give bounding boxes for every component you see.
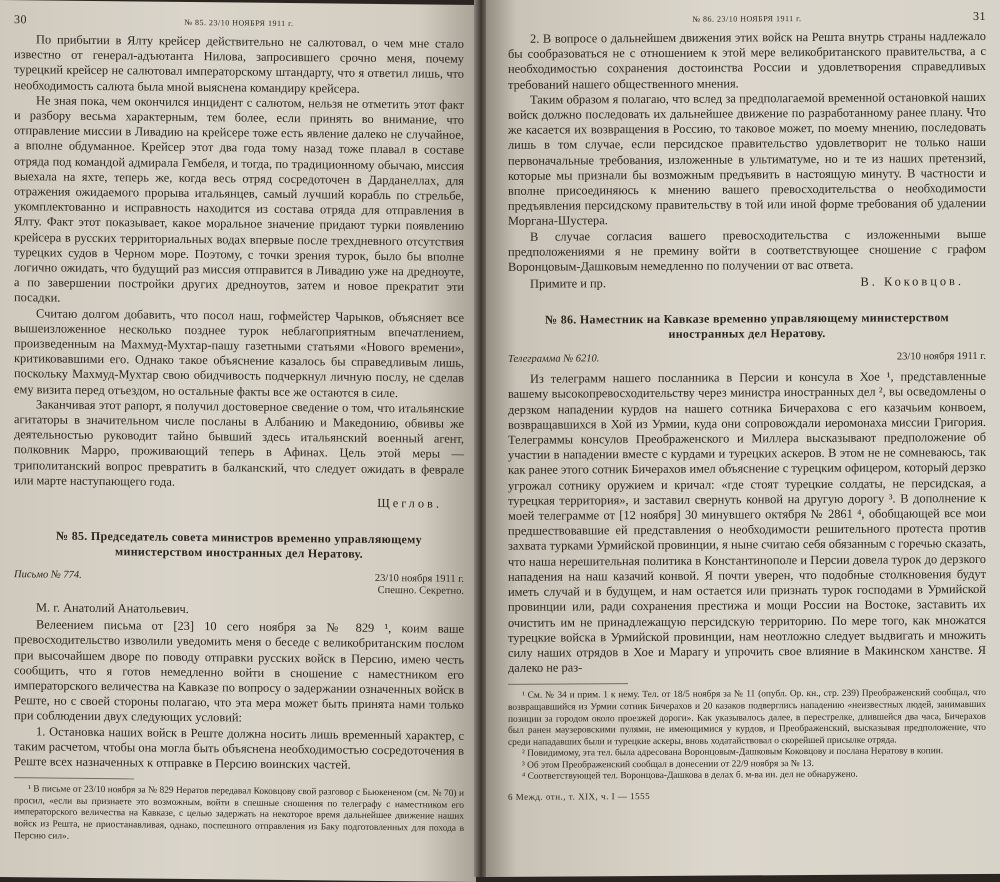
right-signature: В. Коковцов.: [860, 274, 964, 289]
right-paragraph: 2. В вопросе о дальнейшем движения этих войск на Решта внутрь страны надлежало бы сообразоваться не с отношением к этой мере великобританского правительства, а с необходимостью сохранения достоинства России и удовлетворения справедливых требований нашего общественного мнения.: [508, 28, 986, 92]
doc-86-title: Наместник на Кавказе временно управляющему министерством иностранных дел Нератову.: [579, 310, 949, 341]
doc-86-date: 23/10 ноября 1911 г.: [896, 351, 986, 363]
left-paragraph: Заканчивая этот рапорт, я получил достоверное сведение о том, что итальянские агитаторы в значительном числе посланы в Албанию и Македонию, обвивы же деятельностью руководит тайно бывший здесь итальянский военный агент, полковник Марро, проживающий теперь в Афинах. Цель этой меры — триполитанский вопрос превратить в балканский, что следует ожидать в феврале или марте наступающего года.: [14, 397, 464, 489]
right-page: [486, 0, 1000, 877]
doc-86-meta: [508, 351, 986, 366]
doc-85-paragraph: 1. Остановка наших войск в Реште должна носить лишь временный характер, с таким расчетом, чтобы она могла быть объяснена необходимостью сосредоточения в Реште всех назначенных к отправке в Персию воинских частей.: [14, 723, 464, 772]
left-signature: Щеглов.: [377, 496, 442, 511]
doc-86-footnote: ⁴ Соответствующей тел. Воронцова-Дашкова в делах б. м-ва ин. дел не обнаружено.: [522, 770, 858, 783]
doc-86-paragraph: Из телеграмм нашего посланника в Персии и консула в Хое ¹, представленные вашему высокопревосходительству через министра иностранных дел ², вы осведомлены о дерзком нападении курдов на нашего сотника Бичерахова с его казачьим конвоем, возвращавшихся в Хой из Урмии, куда они сопровождали иеромонаха миссии Григория. Телеграммы консулов Преображенского и Миллера высказывают предположение об участии в нападении вместе с курдами и турецких аскеров. В этом не не сомневаюсь, так как ранее этого сотник Бичерахов имел объяснение с турецким офицером, который дерзко угрожал сотнику оружием и кричал: «где стоят турецкие солдаты, не персидская, а турецкая территория», и заставил свернуть конвой на другую дорогу ³. В дополнение к моей телеграмме от [12 ноября] 30 минувшего октября № 2861 ⁴, обобщающей все мои предшествовавшие ей представления о необходимости решительного протеста против захвата турками Урмийской провинции, я ныне считаю себя обязанным с горечью сказать, что наша нерешительная политика в Константинополе и Персии довела турок до дерзкого нападения на наш казачий конвой. Я почти уверен, что подобные столкновения будут иметь случай и в будущем, и нам остается или признать турок господами в Урмийской провинции или, ради сохранения престижа и мощи России на Востоке, заставить их очистить им не принадлежащую персидскую территорию. По мере того, как множатся турецкие войска в Урмийской провинции, нам неотложно следует выдвигать и множить силу наших отрядов в Хое и Марагу и упрочить свое влияние в Макинском ханстве. Я далеко не раз-: [508, 369, 986, 675]
right-paragraph: Таким образом я полагаю, что вслед за предполагаемой временной остановкой наших войск должно последовать их дальнейшее движение по разработанному ранее плану. Что же касается их возвращения в Россию, то таковое может, по моему мнению, последовать лишь в том случае, если персидское правительство удовлетворит не только наши первоначальные требования, изложенные в ультиматуме, но и те из наших претензий, которые мы признали бы возможным предъявить в настоящую минуту. В частности и вполне присоединяюсь к мнению вашего превосходительства о необходимости предъявления персидскому правительству в той или иной форме требования об удалении Моргана-Шустера.: [508, 89, 986, 229]
doc-86-footnote: ¹ См. № 34 и прим. 1 к нему. Тел. от 18/5 ноября за № 11 (опубл. Ор. кн., стр. 239) Преображенский сообщал, что возвращавшийся из Урмии сотник Бичерахов и 20 казаков подверглись нападению «неизвестных людей, занимавших позиции за городом около проезжей дороги». Как указывалось далее, в перестрелке, длившейся два часа, Бичерахов был ранен маузеровскими пулями, не имеющимися у курдов, и Преображенский, высказывая предположение, что среди нападавших были и турецкие аскеры, вновь ходатайствовал о скорейшей присылке отряда.: [508, 688, 986, 748]
left-page: [0, 0, 476, 882]
doc-85-meta: [14, 569, 464, 598]
doc-86-kind: Телеграмма № 6210.: [508, 353, 600, 366]
right-sign-row: [508, 272, 986, 293]
left-paragraph: Не зная пока, чем окончился инцидент с салютом, нельзя не отметить этот факт и разбору весьма характерным, тем более, если принять во внимание, что отправление миссии в Ливадию на крейсере тоже есть явление далеко не случайное, а вполне обдуманное. Крейсер этот два года тому назад тоже плавал в составе отряда под командой адмирала Гембеля, и тогда, по традиционному обычаю, миссия выехала на яхте, теперь же, когда весь отряд сосредоточен в Дарданеллах, для отражения ожидаемого прорыва итальянцев, самый лучший корабль по стрельбе, укомплектованно и исправность находится из состава отряда для отправления в Ялту. Факт этот показывает, какое моральное значение придают турки появлению крейсера в русских территориальных водах впервые после трехдневного отсутствия турецких судов в Черном море. Поэтому, с точки зрения турок, было бы вполне логично ожидать, что будущий раз миссия отправится в Ливадию уже на дредноуте, а по завершении постройки других дредноутов, затем и новое прекратит эти посадки.: [14, 93, 464, 306]
doc-85-title: Председатель совета министров временно управляющему министерством иностранных дел Нератову.: [90, 529, 422, 561]
right-running-head: [508, 3, 986, 32]
doc-85-heading: [24, 528, 454, 562]
left-paragraph: По прибытии в Ялту крейсер действительно не салютовал, о чем мне стало известно от генерал-адъютанта Нилова, запросившего срочно меня, почему турецкий крейсер не салютовал императорскому штандарту, что я ответил лишь, что необходимость салюта была мной выяснена командиру крейсера.: [14, 32, 464, 96]
left-page-number: 30: [14, 12, 27, 27]
doc-85-salutation: М. г. Анатолий Анатольевич.: [36, 600, 189, 617]
footnote-divider: [508, 683, 628, 685]
doc-85-date: 23/10 ноября 1911 г.: [374, 573, 464, 585]
doc-85-footnote: ¹ В письме от 23/10 ноября за № 829 Нератов передавал Коковцову свой разговор с Бьюкененом (см. № 70) и просил, «если вы признаете это возможным, войти в спешные сношения по телеграфу с наместником его императорского величества на Кавказе, с целью задержать на некоторое время дальнейшее движение наших войск из Решта, не приостанавливая, однако, поспешного отправления из Баку подготовленных для похода в Персию сил».: [14, 784, 464, 842]
doc-86-footnote: ³ Об этом Преображенский сообщал в донесении от 22/9 ноября за № 13.: [522, 758, 814, 771]
doc-85-number: № 85.: [56, 528, 88, 544]
doc-85-marks: Спешно. Секретно.: [377, 585, 464, 597]
right-paragraph: В случае согласия вашего превосходительства с изложенными выше предположениями я не премину войти в соответствующее сношение с графом Воронцовым-Дашковым немедленно по получении от вас ответа.: [508, 226, 986, 274]
right-page-number: 31: [973, 8, 986, 24]
doc-85-kind: Письмо № 774.: [14, 569, 82, 581]
doc-86-footnote: ² Повидимому, эта тел. была адресована Воронцовым-Дашковым Коковцову и послана Нератову в копии.: [522, 746, 944, 760]
left-running-title: № 85. 23/10 НОЯБРЯ 1911 г.: [184, 17, 294, 29]
closing-formula: Примите и пр.: [530, 276, 606, 291]
right-running-title: № 86. 23/10 НОЯБРЯ 1911 г.: [692, 14, 802, 24]
doc-86-number: № 86.: [545, 312, 577, 327]
doc-86-heading: [518, 310, 976, 342]
left-paragraph: Считаю долгом добавить, что посол наш, гофмейстер Чарыков, объясняет все вышеизложенное несколько позднее турок неблагоприятным впечатлением, произведенным на Махмуд-Мухтар-пашу газетными статьями «Нового времени», критиковавшими его. Однако такое объяснение казалось бы справедливым лишь, поскольку Махмуд-Мухтар свою обидчивость подчеркнул личную послу, не сделав ему визита перед отъездом, но остальные факты все же остаются в силе.: [14, 306, 464, 400]
footnote-divider: [14, 777, 134, 779]
doc-85-paragraph: Велеением письма от [23] 10 сего ноября за № 829 ¹, коим ваше превосходительство изволили уведомить меня о беседе с великобританским послом при высочайшем дворе по поводу отправки русских войск в Персию, имею честь сообщить, что я готов немедленно войти в сношение с наместником его императорского величества на Кавказе по вопросу о задержании означенных войск в Реште, но с своей стороны полагаю, что эта мера может быть принята нами только при соблюдении двух следующих условий:: [14, 617, 464, 725]
signature-mark: 6 Межд. отн., т. XIX, ч. I — 1555: [508, 791, 651, 802]
doc-85-date-block: [375, 573, 464, 598]
